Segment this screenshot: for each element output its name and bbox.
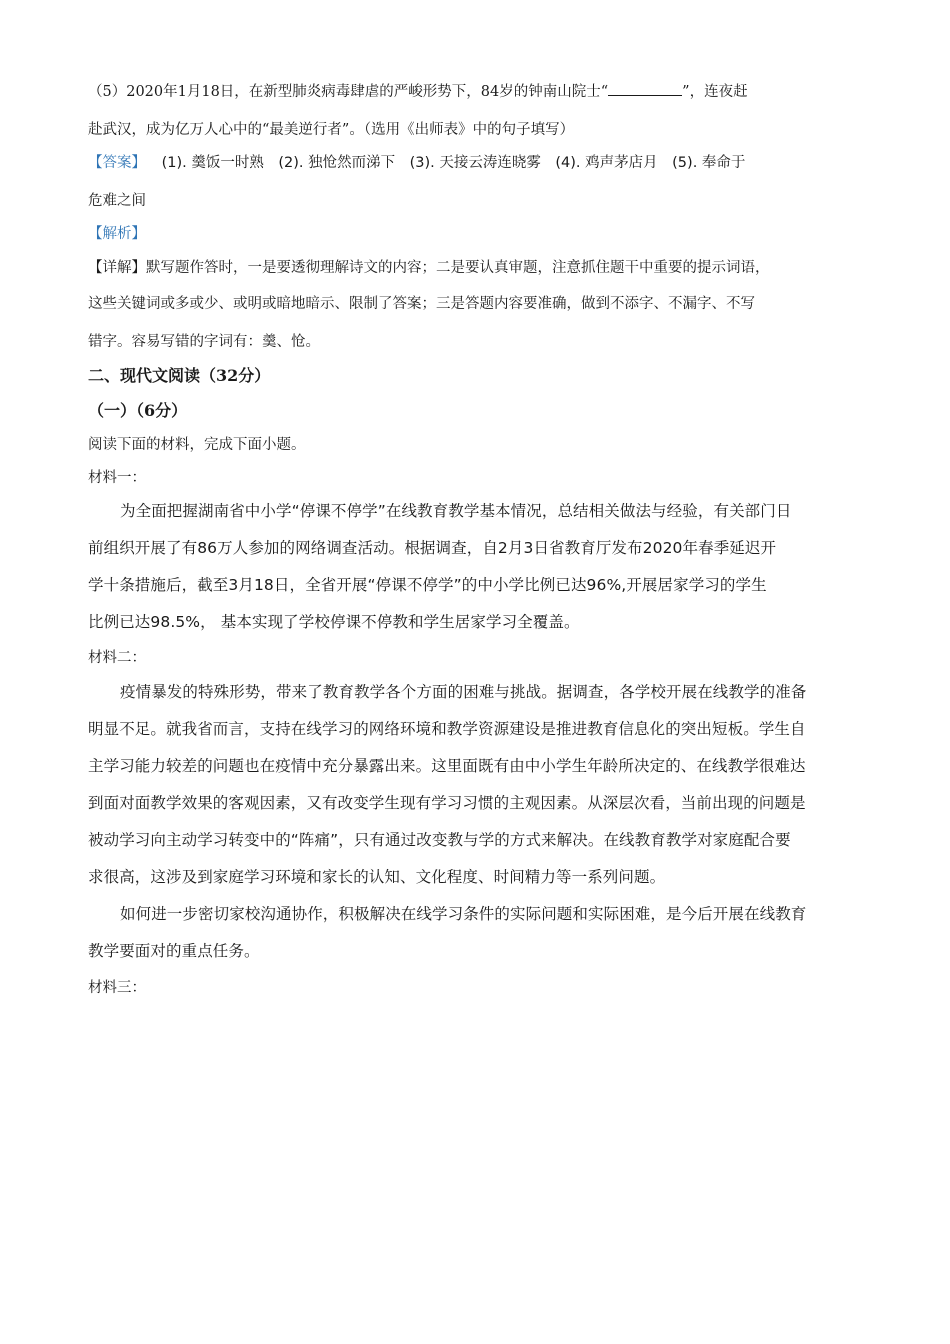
answer-line-1 — [88, 151, 745, 172]
material-2-line: 到面对面教学效果的客观因素，又有改变学生现有学习习惯的主观因素。从深层次看，当前出现的问题是 — [88, 794, 806, 812]
material-3-label: 材料三： — [88, 980, 146, 996]
instruction-text: 阅读下面的材料，完成下面小题。 — [88, 437, 306, 453]
analysis-line: 【详解】默写题作答时，一是要透彻理解诗文的内容；二是要认真审题，注意抓住题干中重要的提示词语， — [88, 260, 770, 276]
material-2-line: 如何进一步密切家校沟通协作，积极解决在线学习条件的实际问题和实际困难，是今后开展在线教育 — [120, 905, 807, 923]
section-title: 二、现代文阅读（32分） — [88, 366, 271, 385]
material-1-line: 比例已达98.5%， 基本实现了学校停课不停教和学生居家学习全覆盖。 — [88, 613, 580, 631]
answer-label: 【答案】 — [88, 155, 146, 171]
material-1-line: 为全面把握湖南省中小学“停课不停学”在线教育教学基本情况，总结相关做法与经验，有关部门日 — [120, 502, 792, 520]
material-2-line: 求很高，这涉及到家庭学习环境和家长的认知、文化程度、时间精力等一系列问题。 — [88, 868, 666, 886]
material-1-line: 前组织开展了有86万人参加的网络调查活动。根据调查，自2月3日省教育厅发布2020年春季延迟开 — [88, 539, 777, 557]
material-1-label: 材料一： — [88, 470, 146, 486]
answer-line-2: 危难之间 — [88, 193, 146, 209]
question-5-line-2: 赴武汉，成为亿万人心中的“最美逆行者”。（选用《出师表》中的句子填写） — [88, 122, 575, 138]
answer-blank — [608, 81, 682, 96]
analysis-line: 这些关键词或多或少、或明或暗地暗示、限制了答案；三是答题内容要准确，做到不添字、不漏字、不写 — [88, 296, 755, 312]
analysis-label: 【解析】 — [88, 226, 146, 242]
material-2-line: 教学要面对的重点任务。 — [88, 942, 260, 960]
answer-text: (1). 羹饭一时熟 (2). 独怆然而涕下 (3). 天接云涛连晓雾 (4). 鸡声茅店月 (5). 奉命于 — [161, 155, 746, 171]
material-2-line: 明显不足。就我省而言，支持在线学习的网络环境和教学资源建设是推进教育信息化的突出短板。学生自 — [88, 720, 806, 738]
material-2-label: 材料二： — [88, 650, 146, 666]
question-5-text: （5）2020年1月18日，在新型肺炎病毒肆虐的严峻形势下，84岁的钟南山院士“ — [88, 84, 609, 100]
analysis-line: 错字。容易写错的字词有：羹、怆。 — [88, 334, 320, 350]
question-5-line-1 — [88, 80, 748, 101]
question-5-text-end: ”，连夜赶 — [682, 84, 748, 100]
material-2-line: 主学习能力较差的问题也在疫情中充分暴露出来。这里面既有由中小学生年龄所决定的、在线教学很难达 — [88, 757, 806, 775]
material-2-line: 被动学习向主动学习转变中的“阵痛”，只有通过改变教与学的方式来解决。在线教育教学对家庭配合要 — [88, 831, 791, 849]
material-2-line: 疫情暴发的特殊形势，带来了教育教学各个方面的困难与挑战。据调查，各学校开展在线教学的准备 — [120, 683, 807, 701]
material-1-line: 学十条措施后，截至3月18日，全省开展“停课不停学”的中小学比例已达96%,开展居家学习的学生 — [88, 576, 767, 594]
subsection-title: （一）（6分） — [88, 401, 188, 420]
